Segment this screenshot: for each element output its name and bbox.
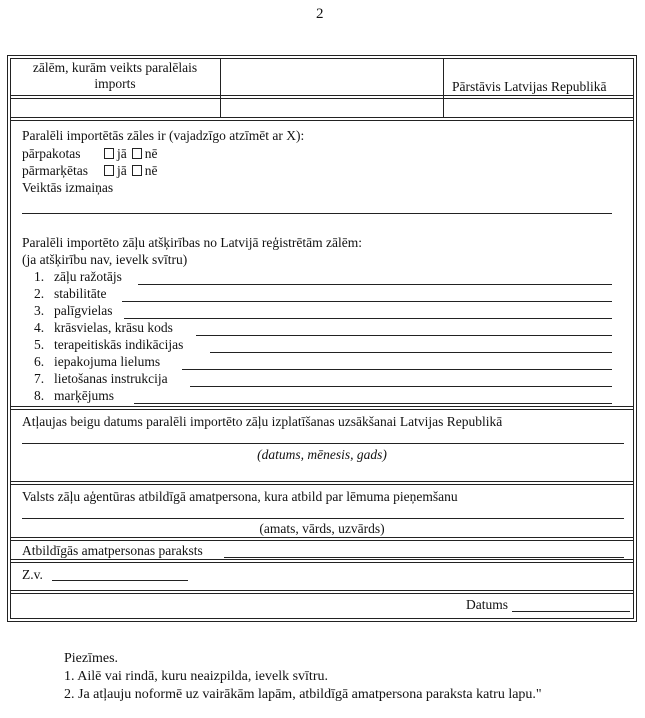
- difference-line-3[interactable]: [124, 318, 612, 319]
- difference-item-5: [34, 336, 183, 353]
- item-label: iepakojuma lielums: [54, 354, 161, 369]
- difference-line-5[interactable]: [210, 352, 612, 353]
- difference-item-3: [34, 302, 112, 319]
- difference-item-4: [34, 319, 173, 336]
- differences-note: (ja atšķirību nav, ievelk svītru): [22, 252, 188, 267]
- item-label: krāsvielas, krāsu kods: [54, 320, 173, 335]
- item-label: marķējums: [54, 388, 114, 403]
- difference-line-8[interactable]: [134, 403, 612, 404]
- difference-item-6: [34, 353, 160, 370]
- checkbox-no[interactable]: [132, 165, 142, 176]
- expiry-hint: (datums, mēnesis, gads): [257, 447, 387, 462]
- no-label: nē: [144, 163, 158, 178]
- expiry-label: Atļaujas beigu datums paralēli importēto zāļu izplatīšanas uzsākšanai Latvijas Republikā: [22, 414, 503, 429]
- item-number: 6.: [34, 354, 45, 369]
- signature-label: Atbildīgās amatpersonas paraksts: [22, 543, 203, 558]
- no-label: nē: [144, 146, 158, 161]
- official-line[interactable]: [22, 518, 624, 519]
- item-number: 5.: [34, 337, 45, 352]
- official-label: Valsts zāļu aģentūras atbildīgā amatpersona, kura atbild par lēmuma pieņemšanu: [22, 489, 458, 504]
- item-number: 4.: [34, 320, 45, 335]
- difference-line-2[interactable]: [122, 301, 612, 302]
- item-label: zāļu ražotājs: [54, 269, 122, 284]
- difference-line-7[interactable]: [190, 386, 612, 387]
- difference-item-1: [34, 268, 122, 285]
- date-line[interactable]: [512, 611, 630, 612]
- repack-row-label: pārmarķētas: [22, 163, 88, 178]
- item-label: stabilitāte: [54, 286, 107, 301]
- item-number: 8.: [34, 388, 45, 403]
- header-right-label: Pārstāvis Latvijas Republikā: [452, 79, 607, 94]
- item-number: 3.: [34, 303, 45, 318]
- repack-row-repackaged: [22, 145, 158, 162]
- page-number: 2: [316, 6, 324, 22]
- difference-item-7: [34, 370, 168, 387]
- changes-line[interactable]: [22, 213, 612, 214]
- repack-intro: Paralēli importētās zāles ir (vajadzīgo atzīmēt ar X):: [22, 128, 305, 143]
- seal-line[interactable]: [52, 580, 188, 581]
- item-label: lietošanas instrukcija: [54, 371, 168, 386]
- yes-label: jā: [117, 163, 127, 178]
- seal-label: Z.v.: [22, 567, 43, 582]
- changes-label: Veiktās izmaiņas: [22, 180, 114, 195]
- difference-item-2: [34, 285, 106, 302]
- repack-row-relabeled: [22, 162, 158, 179]
- expiry-line[interactable]: [22, 443, 624, 444]
- signature-line[interactable]: [224, 557, 624, 558]
- checkbox-yes[interactable]: [104, 165, 114, 176]
- official-hint: (amats, vārds, uzvārds): [259, 521, 385, 536]
- difference-line-1[interactable]: [138, 284, 612, 285]
- difference-item-8: [34, 387, 114, 404]
- differences-intro: Paralēli importēto zāļu atšķirības no Latvijā reģistrētām zālēm:: [22, 235, 363, 250]
- difference-line-6[interactable]: [182, 369, 612, 370]
- header-left-label: zālēm, kurām veikts paralēlais imports: [32, 60, 198, 91]
- checkbox-yes[interactable]: [104, 148, 114, 159]
- note-item-1: 1. Ailē vai rindā, kuru neaizpilda, ievelk svītru.: [64, 669, 328, 684]
- item-number: 1.: [34, 269, 45, 284]
- date-label: Datums: [466, 597, 508, 612]
- item-number: 2.: [34, 286, 45, 301]
- note-item-2: 2. Ja atļauju noformē uz vairākām lapām, atbildīgā amatpersona paraksta katru lapu.": [64, 687, 542, 702]
- item-number: 7.: [34, 371, 45, 386]
- yes-label: jā: [117, 146, 127, 161]
- item-label: terapeitiskās indikācijas: [54, 337, 184, 352]
- difference-line-4[interactable]: [196, 335, 612, 336]
- repack-row-label: pārpakotas: [22, 146, 81, 161]
- checkbox-no[interactable]: [132, 148, 142, 159]
- notes-title: Piezīmes.: [64, 651, 119, 666]
- item-label: palīgvielas: [54, 303, 113, 318]
